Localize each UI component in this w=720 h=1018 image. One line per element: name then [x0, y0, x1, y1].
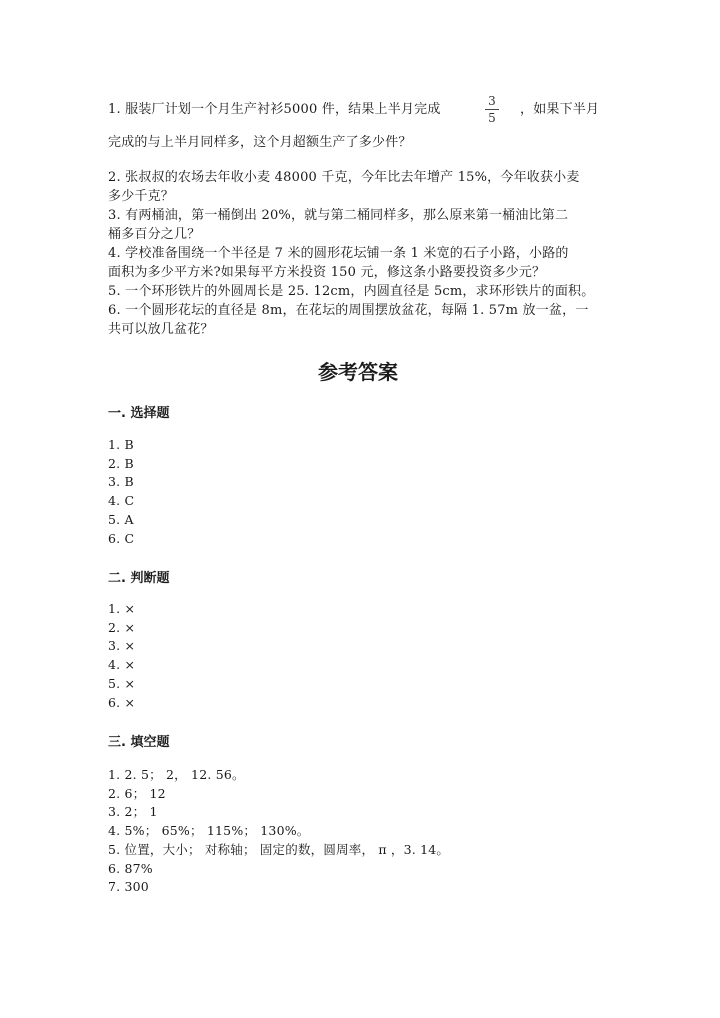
question-1-text-part2: ，如果下半月 — [520, 102, 600, 117]
question-2-line-2: 多少千克？ — [108, 189, 175, 204]
list-item: 1. × — [108, 601, 136, 616]
list-item: 6. C — [108, 530, 135, 546]
list-item: 2. B — [108, 455, 134, 471]
list-item: 6. × — [108, 694, 136, 710]
answer-list-choice — [108, 436, 608, 548]
answer-list-fill-blank — [108, 766, 608, 897]
question-3-line-2: 桶多百分之几？ — [108, 227, 201, 242]
list-item: 6. 87% — [108, 860, 153, 876]
list-item: 3. × — [108, 638, 136, 654]
question-block — [108, 168, 608, 339]
list-item: 4. 5%； 65%； 115%； 130%。 — [108, 823, 310, 839]
question-1-text-part1: 1. 服装厂计划一个月生产衬衫5000 件，结果上半月完成 — [108, 102, 441, 117]
list-item: 4. C — [108, 493, 135, 509]
question-4-line-1: 4. 学校准备围绕一个半径是 7 米的圆形花坛铺一条 1 米宽的石子小路，小路的 — [108, 246, 569, 261]
list-item: 2. × — [108, 619, 136, 635]
list-item: 5. 位置，大小； 对称轴； 固定的数，圆周率， π ，3. 14。 — [108, 841, 450, 857]
fraction-denominator: 5 — [488, 111, 496, 125]
question-1-line-2: 完成的与上半月同样多，这个月超额生产了多少件？ — [108, 135, 412, 150]
list-item: 5. A — [108, 511, 134, 527]
section-heading-choice: 一. 选择题 — [108, 406, 170, 421]
question-1 — [108, 94, 608, 138]
question-2-line-1: 2. 张叔叔的农场去年收小麦 48000 千克，今年比去年增产 15%，今年收获小麦 — [108, 170, 580, 185]
question-3-line-1: 3. 有两桶油，第一桶倒出 20%，就与第二桶同样多，那么原来第一桶油比第二 — [108, 208, 569, 223]
list-item: 7. 300 — [108, 879, 149, 895]
question-6-line-2: 共可以放几盆花？ — [108, 322, 214, 337]
answer-list-judgement — [108, 600, 608, 712]
list-item: 1. B — [108, 437, 134, 452]
section-heading-fill-blank: 三. 填空题 — [108, 735, 170, 750]
list-item: 3. B — [108, 474, 134, 490]
fraction-numerator: 3 — [488, 94, 496, 108]
fraction-bar — [485, 109, 499, 110]
list-item: 1. 2. 5； 2， 12. 56。 — [108, 767, 245, 782]
list-item: 5. × — [108, 675, 136, 691]
list-item: 4. × — [108, 657, 136, 673]
answer-title: 参考答案 — [318, 360, 398, 384]
question-6-line-1: 6. 一个圆形花坛的直径是 8m，在花坛的周围摆放盆花，每隔 1. 57m 放一盆，一 — [108, 303, 589, 318]
fraction — [484, 94, 500, 125]
section-heading-judgement: 二. 判断题 — [108, 571, 170, 586]
list-item: 3. 2； 1 — [108, 804, 158, 820]
question-4-line-2: 面积为多少平方米?如果每平方米投资 150 元，修这条小路要投资多少元？ — [108, 265, 546, 280]
question-5-line-1: 5. 一个环形铁片的外圆周长是 25. 12cm，内圆直径是 5cm，求环形铁片的面积。 — [108, 284, 595, 299]
list-item: 2. 6； 12 — [108, 785, 166, 801]
